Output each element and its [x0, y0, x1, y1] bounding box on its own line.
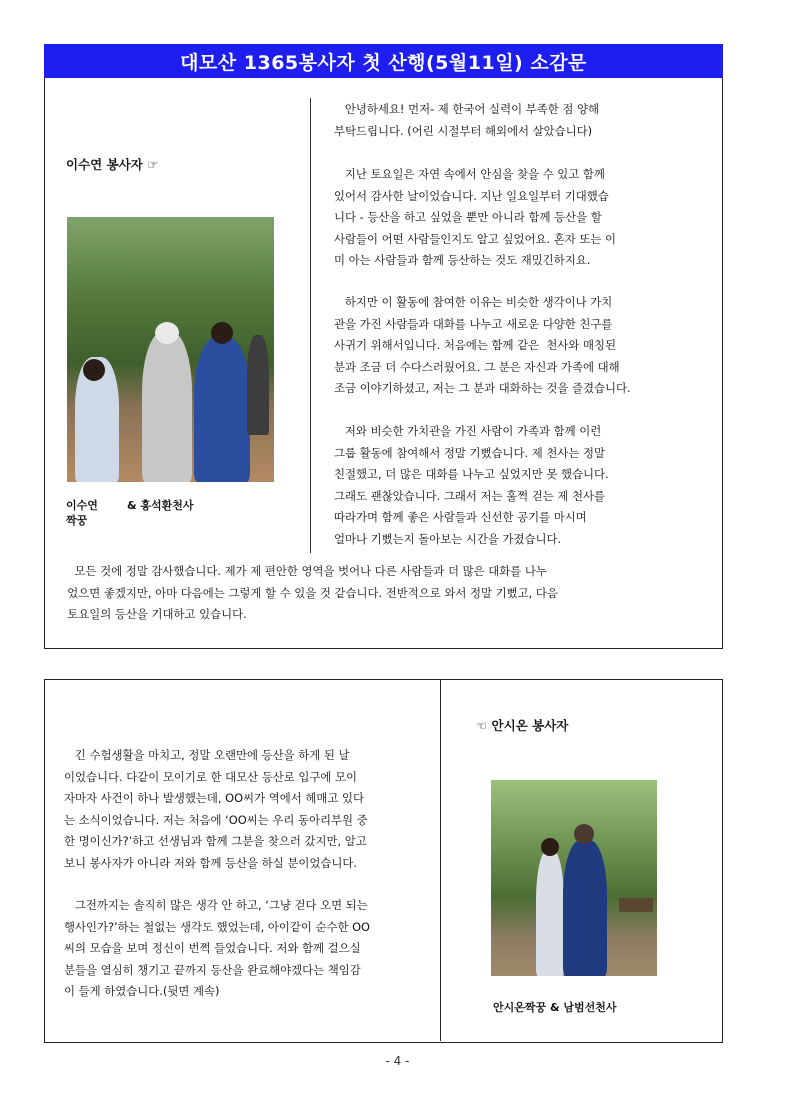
section1-divider	[310, 98, 311, 553]
speaker-name: 이수연 봉사자 ☞	[66, 157, 159, 172]
photo-caption-partner: & 홍석환천사	[127, 499, 194, 512]
photo-caption-name: 이수연	[66, 499, 98, 512]
hiking-photo	[67, 217, 274, 482]
section2-divider	[440, 679, 441, 1041]
paragraph: 저와 비슷한 가치관을 가진 사람이 가족과 함께 이런 그룹 활동에 참여해서 정말 기뻤습니다. 제 천사는 정말 친절했고, 더 많은 대화를 나누고 싶었지만 못 했습니다. 그래도 괜찮았습니다. 그래서 저는 훌쩍 걷는 제 천사를 따라가며 함께 좋은 사람들과 신선한 공기를 마시며 얼마나 기뻤는지 돌아보는 시간을 가졌습니다.	[334, 424, 609, 546]
paragraph: 지난 토요일은 자연 속에서 안심을 찾을 수 있고 함께 있어서 감사한 날이었습니다. 지난 일요일부터 기대했습 니다 - 등산을 하고 싶었을 뿐만 아니라 함께 등산을 할 사람들이 어떤 사람들인지도 알고 싶었어요. 혼자 또는 이 미 아는 사람들과 함께 등산하는 것도 재밌긴하지요.	[334, 167, 617, 267]
page-title: 대모산 1365봉사자 첫 산행(5월11일) 소감문	[44, 44, 723, 78]
photo-caption-role: 짝꿍	[66, 514, 88, 527]
paragraph: 긴 수험생활을 마치고, 정말 오랜만에 등산을 하게 된 날 이었습니다. 다같이 모이기로 한 대모산 등산로 입구에 모이 자마자 사건이 하나 발생했는데, OO씨가 역에서 헤매고 있다 는 소식이었습니다. 저는 처음에 ‘OO씨는 우리 동아리부원 중 한 명이신가?’하고 선생님과 함께 그분을 찾으러 갔지만, 알고 보니 봉사자가 아니라 저와 함께 등산을 하실 분이었습니다.	[64, 748, 368, 870]
paragraph: 안녕하세요! 먼저- 제 한국어 실력이 부족한 점 양해 부탁드립니다. (어린 시절부터 해외에서 살았습니다)	[334, 102, 599, 138]
paragraph: 하지만 이 활동에 참여한 이유는 비슷한 생각이나 가치 관을 가진 사람들과 대화를 나누고 새로운 다양한 친구를 사귀기 위해서입니다. 처음에는 함께 같은 천사와 매칭된 분과 조금 더 수다스러웠어요. 그 분은 자신과 가족에 대해 조금 이야기하셨고, 저는 그 분과 대화하는 것을 즐겼습니다.	[334, 295, 631, 395]
speaker-name: ☜ 안시온 봉사자	[476, 718, 569, 733]
paragraph: 그전까지는 솔직히 많은 생각 안 하고, ‘그냥 걷다 오면 되는 행사인가?’하는 철없는 생각도 했었는데, 아이같이 순수한 OO 씨의 모습을 보며 정신이 번쩍 들었습니다. 저와 함께 걸으실 분들을 열심히 챙기고 끝까지 등산을 완료해야겠다는 책임감 이 들게 하였습니다.(뒷면 계속)	[64, 898, 371, 998]
closing-paragraph: 모든 것에 정말 감사했습니다. 제가 제 편안한 영역을 벗어나 다른 사람들과 더 많은 대화를 나누 었으면 좋겠지만, 아마 다음에는 그렇게 할 수 있을 것 같습니다. 전반적으로 와서 정말 기뻤고, 다음 토요일의 등산을 기대하고 있습니다.	[67, 564, 558, 621]
hiking-photo	[491, 780, 657, 976]
photo-caption: 안시온짝꿍 & 남범선천사	[493, 1001, 617, 1014]
page-number: - 4 -	[385, 1054, 410, 1068]
